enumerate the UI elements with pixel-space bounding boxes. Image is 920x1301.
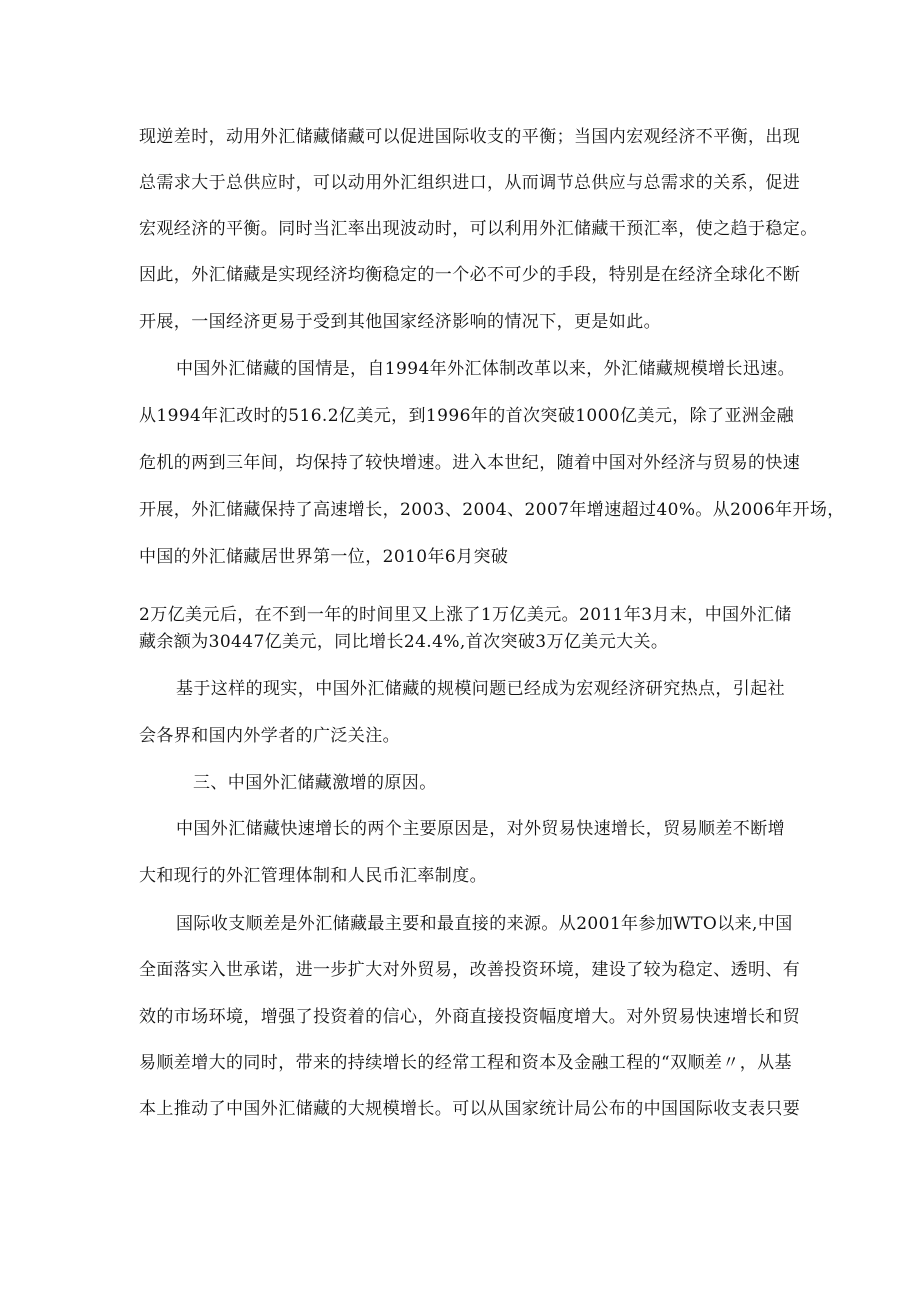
text-line: 藏余额为30447亿美元，同比增长24.4%,首次突破3万亿美元大关。 (139, 632, 669, 652)
text-line: 中国的外汇储藏居世界第一位，2010年6月突破 (139, 547, 509, 567)
text-line: 宏观经济的平衡。同时当汇率出现波动时，可以利用外汇储藏干预汇率，使之趋于稳定。 (139, 219, 818, 239)
text-line: 全面落实入世承诺，进一步扩大对外贸易，改善投资环境，建设了较为稳定、透明、有 (139, 960, 801, 980)
text-line: 会各界和国内外学者的广泛关注。 (139, 726, 400, 746)
text-line: 效的市场环境，增强了投资着的信心，外商直接投资幅度增大。对外贸易快速增长和贸 (139, 1007, 801, 1027)
text-line: 开展，外汇储藏保持了高速增长，2003、2004、2007年增速超过40%。从2006年开场， (139, 500, 845, 520)
section-heading: 三、中国外汇储藏激增的原因。 (193, 773, 437, 793)
text-line: 基于这样的现实，中国外汇储藏的规模问题已经成为宏观经济研究热点，引起社 (176, 679, 785, 699)
text-line: 2万亿美元后，在不到一年的时间里又上涨了1万亿美元。2011年3月末，中国外汇储 (139, 605, 792, 625)
text-line: 本上推动了中国外汇储藏的大规模增长。可以从国家统计局公布的中国国际收支表只要 (139, 1099, 801, 1119)
text-line: 中国外汇储藏快速增长的两个主要原因是，对外贸易快速增长，贸易顺差不断增 (176, 819, 785, 839)
text-line: 从1994年汇改时的516.2亿美元，到1996年的首次突破1000亿美元，除了亚洲金融 (139, 406, 795, 426)
text-line: 总需求大于总供应时，可以动用外汇组织进口，从而调节总供应与总需求的关系，促进 (139, 173, 801, 193)
text-line: 易顺差增大的同时，带来的持续增长的经常工程和资本及金融工程的“双顺差〃，从基 (139, 1053, 792, 1073)
text-line: 因此，外汇储藏是实现经济均衡稳定的一个必不可少的手段，特别是在经济全球化不断 (139, 265, 801, 285)
text-line: 危机的两到三年间，均保持了较快增速。进入本世纪，随着中国对外经济与贸易的快速 (139, 453, 801, 473)
text-line: 开展，一国经济更易于受到其他国家经济影响的情况下，更是如此。 (139, 312, 661, 332)
text-line: 国际收支顺差是外汇储藏最主要和最直接的来源。从2001年参加WTO以来,中国 (176, 914, 793, 934)
text-line: 大和现行的外汇管理体制和人民币汇率制度。 (139, 866, 487, 886)
text-line: 中国外汇储藏的国情是，自1994年外汇体制改革以来，外汇储藏规模增长迅速。 (176, 359, 796, 379)
text-line: 现逆差时，动用外汇储藏储藏可以促进国际收支的平衡；当国内宏观经济不平衡，出现 (139, 127, 801, 147)
